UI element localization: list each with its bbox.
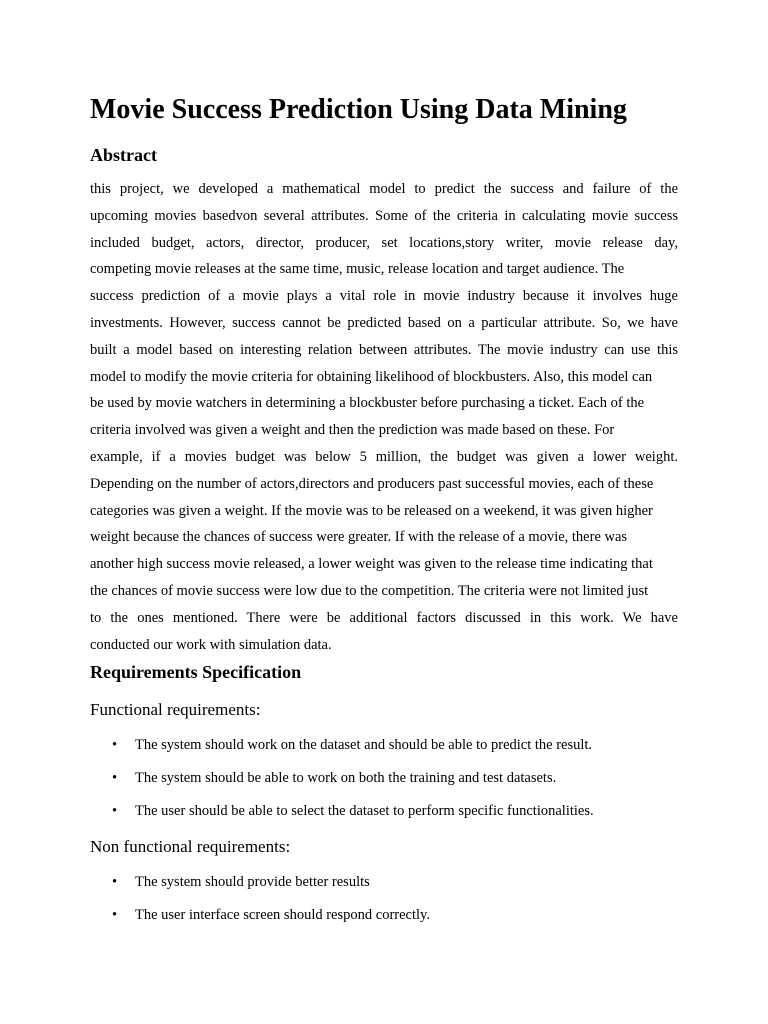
list-item	[90, 733, 678, 766]
abstract-line: criteria involved was given a weight and then the prediction was made based on these. For	[90, 422, 615, 439]
list-item	[90, 903, 678, 936]
list-item-text: The user should be able to select the dataset to perform specific functionalities.	[135, 803, 594, 819]
functional-requirements-list	[90, 733, 678, 832]
abstract-line: example, if a movies budget was below 5 million, the budget was given a lower weight.	[90, 448, 678, 465]
abstract-line: conducted our work with simulation data.	[90, 636, 332, 653]
abstract-line: investments. However, success cannot be predicted based on a particular attribute. So, we have	[90, 314, 678, 331]
bullet-icon: •	[112, 770, 118, 786]
abstract-line: another high success movie released, a lower weight was given to the release time indicating that	[90, 556, 653, 573]
abstract-line: built a model based on interesting relation between attributes. The movie industry can use this	[90, 341, 678, 358]
document-title: Movie Success Prediction Using Data Mining	[90, 94, 627, 125]
abstract-line: categories was given a weight. If the movie was to be released on a weekend, it was given higher	[90, 502, 653, 519]
bullet-icon: •	[112, 907, 118, 923]
bullet-icon: •	[112, 803, 118, 819]
bullet-icon: •	[112, 874, 118, 890]
abstract-line: to the ones mentioned. There were be additional factors discussed in this work. We have	[90, 609, 678, 626]
list-item-text: The user interface screen should respond correctly.	[135, 907, 430, 923]
list-item	[90, 870, 678, 903]
abstract-line: Depending on the number of actors,directors and producers past successful movies, each of these	[90, 475, 654, 492]
list-item-text: The system should be able to work on both the training and test datasets.	[135, 770, 557, 786]
abstract-heading: Abstract	[90, 145, 157, 165]
abstract-line: model to modify the movie criteria for obtaining likelihood of blockbusters. Also, this model can	[90, 368, 653, 385]
abstract-line: weight because the chances of success were greater. If with the release of a movie, there was	[90, 529, 628, 546]
bullet-icon: •	[112, 737, 118, 753]
abstract-line: included budget, actors, director, producer, set locations,story writer, movie release day,	[90, 234, 678, 251]
abstract-line: be used by movie watchers in determining a blockbuster before purchasing a ticket. Each of the	[90, 395, 645, 412]
list-item	[90, 799, 678, 832]
functional-requirements-heading: Functional requirements:	[90, 700, 261, 719]
list-item-text: The system should work on the dataset and should be able to predict the result.	[135, 737, 593, 753]
abstract-line: upcoming movies basedvon several attributes. Some of the criteria in calculating movie success	[90, 207, 678, 224]
abstract-paragraph	[90, 176, 678, 658]
list-item-text: The system should provide better results	[135, 874, 370, 890]
abstract-line: this project, we developed a mathematical model to predict the success and failure of the	[90, 181, 678, 197]
abstract-line: competing movie releases at the same time, music, release location and target audience. The	[90, 261, 625, 278]
abstract-line: the chances of movie success were low due to the competition. The criteria were not limited just	[90, 582, 649, 599]
requirements-heading: Requirements Specification	[90, 662, 302, 682]
non-functional-requirements-list	[90, 870, 678, 936]
list-item	[90, 766, 678, 799]
non-functional-requirements-heading: Non functional requirements:	[90, 837, 291, 856]
abstract-line: success prediction of a movie plays a vital role in movie industry because it involves huge	[90, 288, 678, 305]
